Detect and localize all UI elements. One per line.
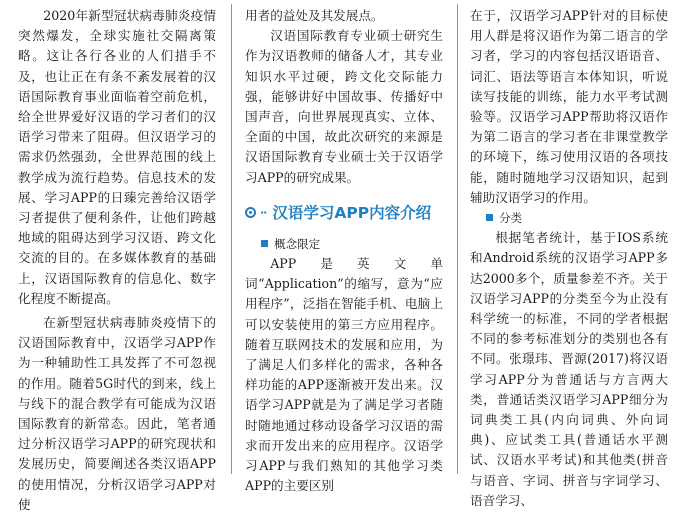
paragraph: 用者的益处及其发展点。 — [245, 8, 384, 23]
text-column-middle — [245, 6, 443, 494]
column-divider — [231, 4, 232, 474]
text-column-left — [18, 6, 216, 512]
paragraph: 根据笔者统计，基于IOS系统和Android系统的汉语学习APP多达2000多个，质量参差不齐。关于汉语学习APP的分类至今为止没有科学统一的标准，不同的学者根据不同的参考标准划分的类别也各有不同。张璟玮、晋源(2017)将汉语学习APP分为普通话与方言两大类，普通话类汉语学习APP细分为词典类工具(内向词典、外向词典)、应试类工具(普通话水平测试、汉语水平考试)和其他类(拼音与语音、字词、拼音与字词学习、语音学习、 — [470, 230, 668, 508]
paragraph: 汉语国际教育专业硕士研究生作为汉语教师的储备人才，其专业知识水平过硬，跨文化交际能力强，能够讲好中国故事、传播好中国声音，向世界展现真实、立体、全面的中国，故此次研究的来源是汉语国际教育专业硕士关于汉语学习APP的研究成果。 — [245, 28, 443, 185]
section-heading — [245, 202, 443, 224]
dots-icon: ·· — [260, 205, 267, 219]
paragraph: APP是英文单词“Application”的缩写，意为“应用程序”，泛指在智能手机、电脑上可以安装使用的第三方应用程序。随着互联网技术的发展和应用，为了满足人们多样化的需求，各种各样功能的APP逐渐被开发出来。汉语学习APP就是为了满足学习者随时随地通过移动设备学习汉语的需求而开发出来的应用程序。汉语学习APP与我们熟知的其他学习类APP的主要区别 — [245, 256, 443, 494]
paragraph: 2020年新型冠状病毒肺炎疫情突然爆发，全球实施社交隔离策略。这让各行各业的人们措手不及，也让正在有条不紊发展着的汉语国际教育事业面临着空前危机，给全世界爱好汉语的学习者们的汉语学习带来了阻碍。但汉语学习的需求仍然强劲，全世界范围的线上教学成为流行趋势。信息技术的发展、学习APP的日臻完善给汉语学习者提供了便利条件，让他们跨越地域的阻碍达到学习汉语、跨文化交流的目的。在多媒体教育的基础上，汉语国际教育的信息化、数字化程度不断提高。 — [18, 8, 216, 306]
subheading — [245, 234, 443, 254]
subheading-label: 概念限定 — [274, 236, 321, 251]
subheading-label: 分类 — [499, 211, 523, 226]
square-bullet-icon — [486, 214, 493, 221]
square-bullet-icon — [261, 240, 268, 247]
section-title: 汉语学习APP内容介绍 — [272, 203, 432, 222]
subheading — [470, 208, 668, 228]
paragraph: 在新型冠状病毒肺炎疫情下的汉语国际教育中，汉语学习APP作为一种辅助性工具发挥了不可忽视的作用。随着5G时代的到来，线上与线下的混合教学有可能成为汉语国际教育的新常态。因此，笔者通过分析汉语学习APP的研究现状和发展历史，简要阐述各类汉语APP的使用情况，分析汉语学习APP对使 — [18, 315, 216, 512]
target-circle-icon — [245, 207, 256, 218]
column-divider — [457, 4, 458, 474]
paragraph: 在于，汉语学习APP针对的目标使用人群是将汉语作为第二语言的学习者，学习的内容包括汉语语音、词汇、语法等语言本体知识，听说读写技能的训练，能力水平考试测验等。汉语学习APP帮助将汉语作为第二语言的学习者在非课堂教学的环境下，练习使用汉语的各项技能，随时随地学习汉语知识，起到辅助汉语学习的作用。 — [470, 8, 668, 205]
text-column-right — [470, 6, 668, 508]
